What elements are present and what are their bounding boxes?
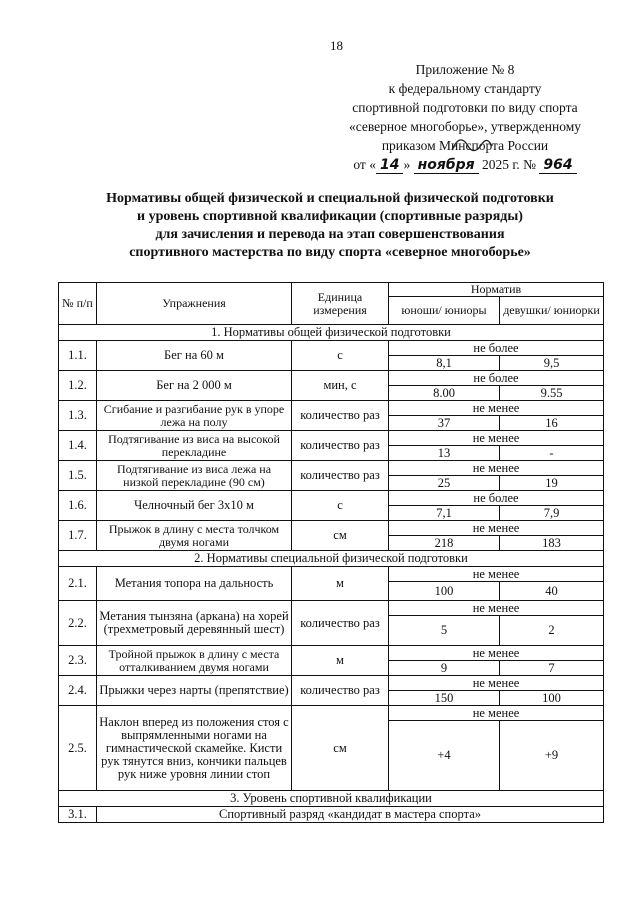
page-number: 18: [330, 38, 343, 53]
row-num: 1.6.: [59, 491, 97, 521]
row-unit: количество раз: [292, 461, 389, 491]
row-girls-value: 19: [500, 476, 604, 491]
row-num: 1.2.: [59, 371, 97, 401]
row-boys-value: +4: [389, 721, 500, 791]
row-unit: количество раз: [292, 676, 389, 706]
row-condition: не менее: [389, 461, 604, 476]
row-num: 2.5.: [59, 706, 97, 791]
row-exercise: Метания топора на дальность: [97, 567, 292, 601]
section-3-title: 3. Уровень спортивной квалификации: [59, 791, 604, 807]
row-unit: м: [292, 567, 389, 601]
row-boys-value: 37: [389, 416, 500, 431]
row-exercise: Подтягивание из виса лежа на низкой перекладине (90 см): [97, 461, 292, 491]
row-unit: количество раз: [292, 401, 389, 431]
section-1-title: 1. Нормативы общей физической подготовки: [59, 325, 604, 341]
date-year: 2025 г. №: [482, 157, 537, 172]
appendix-line-5: приказом Минспорта России: [381, 138, 549, 153]
appendix-line-4: «северное многоборье», утвержденному: [348, 119, 582, 134]
row-boys-value: 7,1: [389, 506, 500, 521]
date-month-handwritten: ноября: [414, 157, 479, 174]
row-condition: не менее: [389, 521, 604, 536]
row-condition: не менее: [389, 706, 604, 721]
row-qualification: Спортивный разряд «кандидат в мастера спорта»: [97, 807, 604, 823]
section-2-title: 2. Нормативы специальной физической подготовки: [59, 551, 604, 567]
row-unit: с: [292, 491, 389, 521]
row-boys-value: 13: [389, 446, 500, 461]
appendix-line-3: спортивной подготовки по виду спорта: [352, 100, 578, 115]
row-unit: количество раз: [292, 431, 389, 461]
row-num: 1.5.: [59, 461, 97, 491]
row-boys-value: 150: [389, 691, 500, 706]
row-num: 1.4.: [59, 431, 97, 461]
row-num: 2.2.: [59, 601, 97, 646]
row-girls-value: 16: [500, 416, 604, 431]
header-exercise: Упражнения: [97, 283, 292, 325]
row-condition: не менее: [389, 401, 604, 416]
row-unit: см: [292, 706, 389, 791]
row-exercise: Наклон вперед из положения стоя с выпрямленными ногами на гимнастической скамейке. Кисти рук тянутся вниз, кончики пальцев рук ниже уровня линии стоп: [97, 706, 292, 791]
row-girls-value: 100: [500, 691, 604, 706]
row-boys-value: 8,1: [389, 356, 500, 371]
row-exercise: Прыжок в длину с места толчком двумя ногами: [97, 521, 292, 551]
row-girls-value: 9,5: [500, 356, 604, 371]
row-exercise: Метания тынзяна (аркана) на хорей (трехметровый деревянный шест): [97, 601, 292, 646]
row-girls-value: -: [500, 446, 604, 461]
row-num: 2.1.: [59, 567, 97, 601]
row-boys-value: 218: [389, 536, 500, 551]
title-line-2: и уровень спортивной квалификации (спортивные разряды): [137, 209, 523, 224]
row-unit: см: [292, 521, 389, 551]
row-condition: не менее: [389, 646, 604, 661]
row-unit: мин, с: [292, 371, 389, 401]
row-girls-value: +9: [500, 721, 604, 791]
handwritten-signature-mark: [452, 140, 492, 151]
row-girls-value: 40: [500, 582, 604, 601]
row-condition: не более: [389, 371, 604, 386]
row-num: 1.7.: [59, 521, 97, 551]
header-unit: Единица измерения: [292, 283, 389, 325]
header-boys: юноши/ юниоры: [389, 297, 500, 325]
row-condition: не более: [389, 341, 604, 356]
row-boys-value: 9: [389, 661, 500, 676]
order-number-handwritten: 964: [539, 157, 576, 174]
row-girls-value: 183: [500, 536, 604, 551]
appendix-line-1: Приложение № 8: [415, 62, 515, 77]
title-line-3: для зачисления и перевода на этап совершенствования: [155, 227, 505, 242]
header-num: № п/п: [59, 283, 97, 325]
row-exercise: Бег на 2 000 м: [97, 371, 292, 401]
appendix-line-2: к федеральному стандарту: [388, 81, 542, 96]
row-condition: не менее: [389, 567, 604, 582]
row-girls-value: 7,9: [500, 506, 604, 521]
row-unit: количество раз: [292, 601, 389, 646]
row-condition: не менее: [389, 676, 604, 691]
row-exercise: Сгибание и разгибание рук в упоре лежа на полу: [97, 401, 292, 431]
row-num: 2.4.: [59, 676, 97, 706]
row-num: 1.1.: [59, 341, 97, 371]
date-prefix: от «: [353, 157, 376, 172]
date-day-handwritten: 14: [376, 157, 403, 174]
row-boys-value: 8.00: [389, 386, 500, 401]
title-line-1: Нормативы общей физической и специальной физической подготовки: [106, 191, 554, 206]
row-girls-value: 9.55: [500, 386, 604, 401]
row-num: 2.3.: [59, 646, 97, 676]
header-norm: Норматив: [389, 283, 604, 297]
row-exercise: Бег на 60 м: [97, 341, 292, 371]
row-girls-value: 2: [500, 616, 604, 646]
row-condition: не менее: [389, 431, 604, 446]
row-exercise: Тройной прыжок в длину с места отталкиванием двумя ногами: [97, 646, 292, 676]
row-unit: с: [292, 341, 389, 371]
row-unit: м: [292, 646, 389, 676]
row-boys-value: 5: [389, 616, 500, 646]
row-num: 1.3.: [59, 401, 97, 431]
row-condition: не более: [389, 491, 604, 506]
title-line-4: спортивного мастерства по виду спорта «северное многоборье»: [129, 245, 531, 260]
header-girls: девушки/ юниорки: [500, 297, 604, 325]
row-boys-value: 100: [389, 582, 500, 601]
date-mid: »: [403, 157, 411, 172]
row-exercise: Подтягивание из виса на высокой перекладине: [97, 431, 292, 461]
row-num: 3.1.: [59, 807, 97, 823]
row-boys-value: 25: [389, 476, 500, 491]
row-girls-value: 7: [500, 661, 604, 676]
row-exercise: Прыжки через нарты (препятствие): [97, 676, 292, 706]
row-exercise: Челночный бег 3x10 м: [97, 491, 292, 521]
row-condition: не менее: [389, 601, 604, 616]
